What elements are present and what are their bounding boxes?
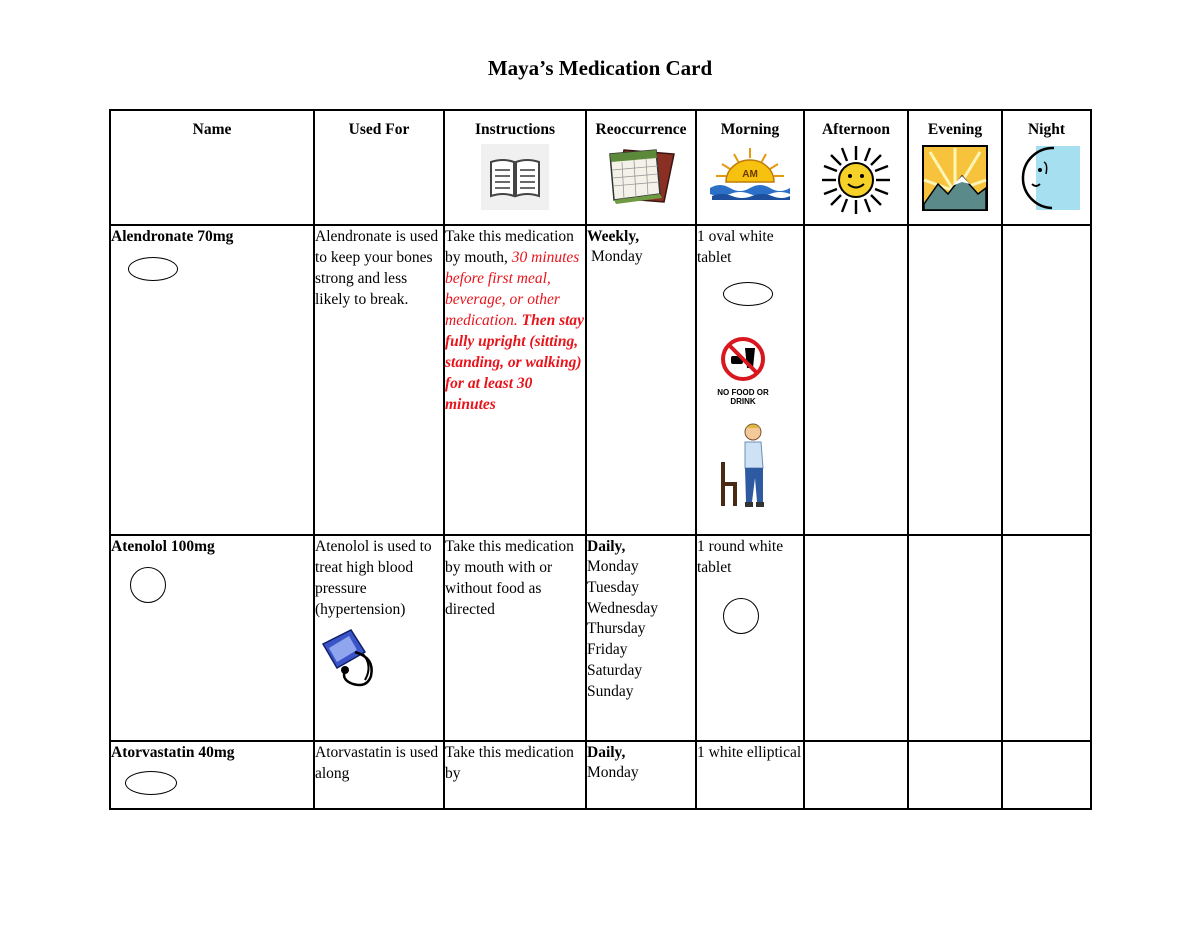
day-label: Monday — [591, 248, 643, 265]
evening-cell — [908, 225, 1002, 535]
open-book-icon — [481, 144, 549, 210]
night-cell — [1002, 225, 1091, 535]
used-for-cell — [314, 535, 444, 741]
elliptical-pill-icon — [125, 771, 177, 795]
instructions-cell — [444, 225, 586, 535]
instructions-text: Take this medication by mouth, — [445, 228, 574, 266]
morning-dose: 1 round white tablet — [697, 538, 784, 576]
instructions-warning-text: 30 minutes before first meal, beverage, or other medication. — [445, 249, 580, 329]
medication-name: Alendronate 70mg — [111, 228, 234, 245]
used-for-cell — [314, 225, 444, 535]
header-row — [110, 110, 1091, 225]
table-row — [110, 741, 1091, 809]
used-for-cell — [314, 741, 444, 809]
header-instructions: Instructions — [444, 110, 586, 225]
day-label: Monday — [587, 764, 639, 781]
sun-icon — [820, 144, 892, 216]
evening-cell — [908, 535, 1002, 741]
no-food-sign-text: NO FOOD OR DRINK — [717, 388, 769, 406]
blood-pressure-cuff-icon — [315, 622, 385, 692]
instructions-text: Take this medication by mouth with or without food as directed — [445, 538, 574, 618]
day-label: Sunday — [587, 682, 634, 700]
medication-name: Atorvastatin 40mg — [111, 744, 235, 761]
reoccurrence-label: Weekly, — [587, 228, 640, 245]
instructions-cell — [444, 535, 586, 741]
night-cell — [1002, 535, 1091, 741]
day-label: Saturday — [587, 661, 643, 679]
morning-cell — [696, 741, 804, 809]
reoccurrence-cell — [586, 225, 696, 535]
morning-dose: 1 oval white tablet — [697, 228, 774, 266]
medication-name-cell — [110, 225, 314, 535]
reoccurrence-cell — [586, 535, 696, 741]
afternoon-cell — [804, 741, 908, 809]
header-reoccurrence: Reoccurrence — [586, 110, 696, 225]
table-row — [110, 225, 1091, 535]
night-cell — [1002, 741, 1091, 809]
sunset-mountains-icon — [922, 144, 988, 212]
reoccurrence-cell — [586, 741, 696, 809]
medication-name-cell — [110, 535, 314, 741]
round-pill-icon — [130, 567, 166, 603]
reoccurrence-label: Daily, — [587, 538, 626, 555]
morning-cell — [696, 535, 804, 741]
medication-name-cell — [110, 741, 314, 809]
evening-cell — [908, 741, 1002, 809]
day-label: Thursday — [587, 620, 646, 638]
oval-pill-icon — [723, 282, 773, 306]
medication-name: Atenolol 100mg — [111, 538, 215, 555]
round-pill-icon — [723, 598, 759, 634]
sunrise-icon — [708, 144, 792, 204]
reoccurrence-label: Daily, — [587, 744, 626, 761]
oval-pill-icon — [128, 257, 178, 281]
used-for-text: Alendronate is used to keep your bones strong and less likely to break. — [315, 228, 439, 308]
afternoon-cell — [804, 225, 908, 535]
morning-dose: 1 white elliptical — [697, 744, 802, 761]
crescent-moon-icon — [1012, 144, 1082, 212]
morning-cell — [696, 225, 804, 535]
header-name: Name — [110, 110, 314, 225]
used-for-text: Atenolol is used to treat high blood pressure (hypertension) — [315, 538, 432, 618]
header-evening: Evening — [908, 110, 1002, 225]
no-food-or-drink-sign — [717, 336, 769, 406]
medication-table — [109, 109, 1092, 810]
afternoon-cell — [804, 535, 908, 741]
instructions-upright-text: Then stay fully upright (sitting, standing, or walking) for at least 30 minutes — [445, 312, 585, 413]
table-row — [110, 535, 1091, 741]
calendar-icon — [604, 144, 678, 206]
day-label: Tuesday — [587, 578, 639, 596]
day-label: Friday — [587, 641, 628, 659]
svg-text:AM: AM — [742, 169, 758, 180]
no-food-or-drink-icon — [717, 336, 769, 382]
header-afternoon: Afternoon — [804, 110, 908, 225]
page-title: Maya’s Medication Card — [487, 56, 713, 80]
header-morning: Morning AM — [696, 110, 804, 225]
instructions-text: Take this medication by — [445, 744, 574, 782]
day-label: Monday — [587, 558, 639, 575]
day-label: Wednesday — [587, 599, 659, 617]
used-for-text: Atorvastatin is used along — [315, 744, 439, 782]
standing-person-icon — [719, 422, 769, 510]
instructions-cell — [444, 741, 586, 809]
header-used-for: Used For — [314, 110, 444, 225]
header-night: Night — [1002, 110, 1091, 225]
